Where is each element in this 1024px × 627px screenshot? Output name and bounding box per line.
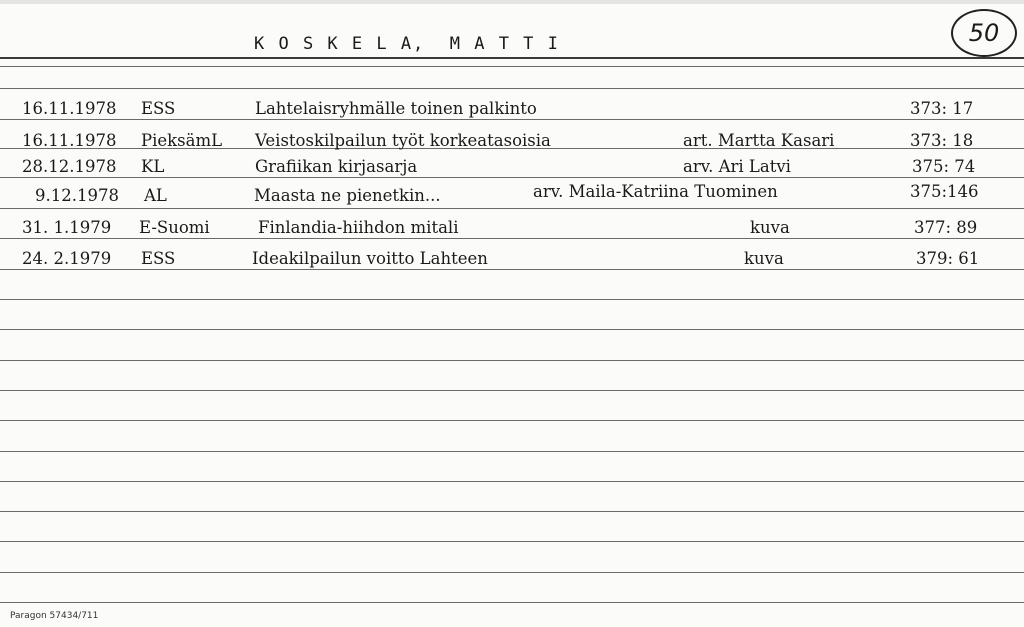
ruled-line [0, 269, 1024, 270]
entry-date: 24. 2.1979 [22, 249, 112, 268]
card-number-circle: 50 [951, 9, 1017, 57]
ruled-line [0, 177, 1024, 178]
ruled-line [0, 511, 1024, 512]
entry-date: 9.12.1978 [35, 186, 119, 205]
ruled-line [0, 238, 1024, 239]
entry-source: AL [144, 186, 167, 205]
ruled-line [0, 66, 1024, 67]
ruled-line [0, 208, 1024, 209]
ruled-line [0, 390, 1024, 391]
ruled-line [0, 329, 1024, 330]
entry-reference: 373: 17 [910, 99, 974, 118]
ruled-line [0, 602, 1024, 603]
entry-reference: 375:146 [910, 182, 979, 201]
entry-title: Veistoskilpailun työt korkeatasoisia [255, 131, 551, 150]
entry-reference: 379: 61 [916, 249, 980, 268]
ruled-line [0, 119, 1024, 120]
entry-title: Ideakilpailun voitto Lahteen [252, 249, 488, 268]
entry-source: KL [141, 157, 165, 176]
entry-note: arv. Maila-Katriina Tuominen [533, 182, 778, 201]
entry-title: Maasta ne pienetkin... [254, 186, 441, 205]
entry-source: ESS [141, 99, 176, 118]
entry-title: Grafiikan kirjasarja [255, 157, 418, 176]
card-name-heading: K O S K E L A, M A T T I [254, 34, 560, 54]
entry-note: kuva [744, 249, 784, 268]
ruled-line [0, 572, 1024, 573]
card-footer-imprint: Paragon 57434/711 [10, 611, 99, 621]
entry-title: Finlandia-hiihdon mitali [258, 218, 459, 237]
ruled-line [0, 360, 1024, 361]
entry-date: 16.11.1978 [22, 99, 117, 118]
card-top-edge [0, 0, 1024, 4]
entry-date: 16.11.1978 [22, 131, 117, 150]
header-rule [0, 57, 1024, 59]
ruled-line [0, 481, 1024, 482]
entry-reference: 377: 89 [914, 218, 978, 237]
entry-title: Lahtelaisryhmälle toinen palkinto [255, 99, 537, 118]
ruled-line [0, 451, 1024, 452]
entry-source: ESS [141, 249, 176, 268]
ruled-line [0, 420, 1024, 421]
entry-source: E-Suomi [139, 218, 210, 237]
entry-reference: 373: 18 [910, 131, 974, 150]
entry-date: 31. 1.1979 [22, 218, 112, 237]
ruled-line [0, 88, 1024, 89]
entry-reference: 375: 74 [912, 157, 976, 176]
ruled-line [0, 299, 1024, 300]
entry-date: 28.12.1978 [22, 157, 117, 176]
ruled-line [0, 541, 1024, 542]
entry-note: arv. Ari Latvi [683, 157, 791, 176]
entry-note: art. Martta Kasari [683, 131, 835, 150]
entry-source: PieksämL [141, 131, 223, 150]
entry-note: kuva [750, 218, 790, 237]
